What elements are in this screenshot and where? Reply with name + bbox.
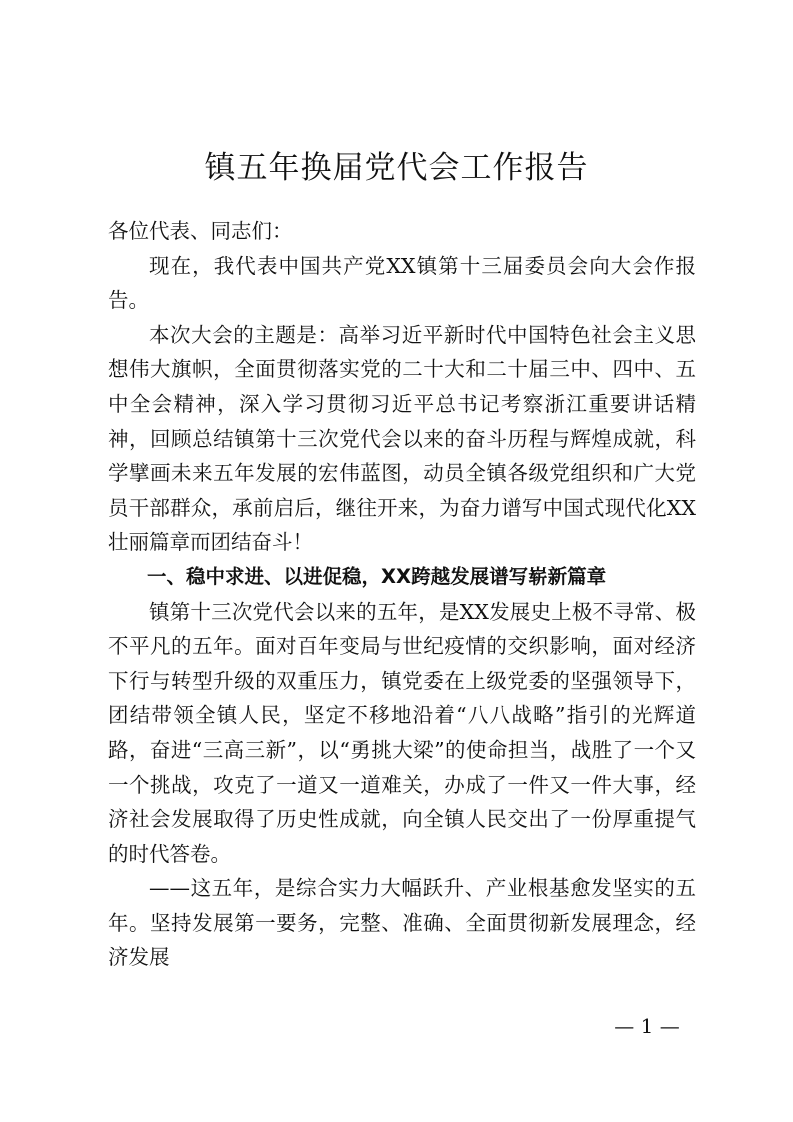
paragraph-section-1: 镇第十三次党代会以来的五年，是XX发展史上极不寻常、极不平凡的五年。面对百年变局与世纪疫情的交织影响，面对经济下行与转型升级的双重压力，镇党委在上级党委的坚强领导下，团结带领全镇人民，坚定不移地沿着“八八战略”指引的光辉道路，奋进“三高三新”，以“勇挑大梁”的使命担当，战胜了一个又一个挑战，攻克了一道又一道难关，办成了一件又一件大事，经济社会发展取得了历史性成就，向全镇人民交出了一份厚重提气的时代答卷。 [108, 599, 696, 866]
paragraph-section-2: ——这五年，是综合实力大幅跃升、产业根基愈发坚实的五年。坚持发展第一要务，完整、准确、全面贯彻新发展理念，经济发展 [108, 876, 696, 970]
document-body [108, 214, 696, 975]
document-title: 镇五年换届党代会工作报告 [204, 150, 589, 186]
paragraph-intro: 现在，我代表中国共产党XX镇第十三届委员会向大会作报告。 [108, 253, 696, 313]
paragraph-theme: 本次大会的主题是：高举习近平新时代中国特色社会主义思想伟大旗帜，全面贯彻落实党的二十大和二十届三中、四中、五中全会精神，深入学习贯彻习近平总书记考察浙江重要讲话精神，回顾总结镇第十三次党代会以来的奋斗历程与辉煌成就，科学擘画未来五年发展的宏伟蓝图，动员全镇各级党组织和广大党员干部群众，承前启后，继往开来，为奋力谱写中国式现代化XX壮丽篇章而团结奋斗！ [108, 322, 696, 555]
section-heading: 一、稳中求进、以进促稳，XX跨越发展谱写崭新篇章 [147, 564, 607, 588]
page-number: — 1 — [614, 1014, 680, 1038]
salutation: 各位代表、同志们： [108, 219, 293, 243]
